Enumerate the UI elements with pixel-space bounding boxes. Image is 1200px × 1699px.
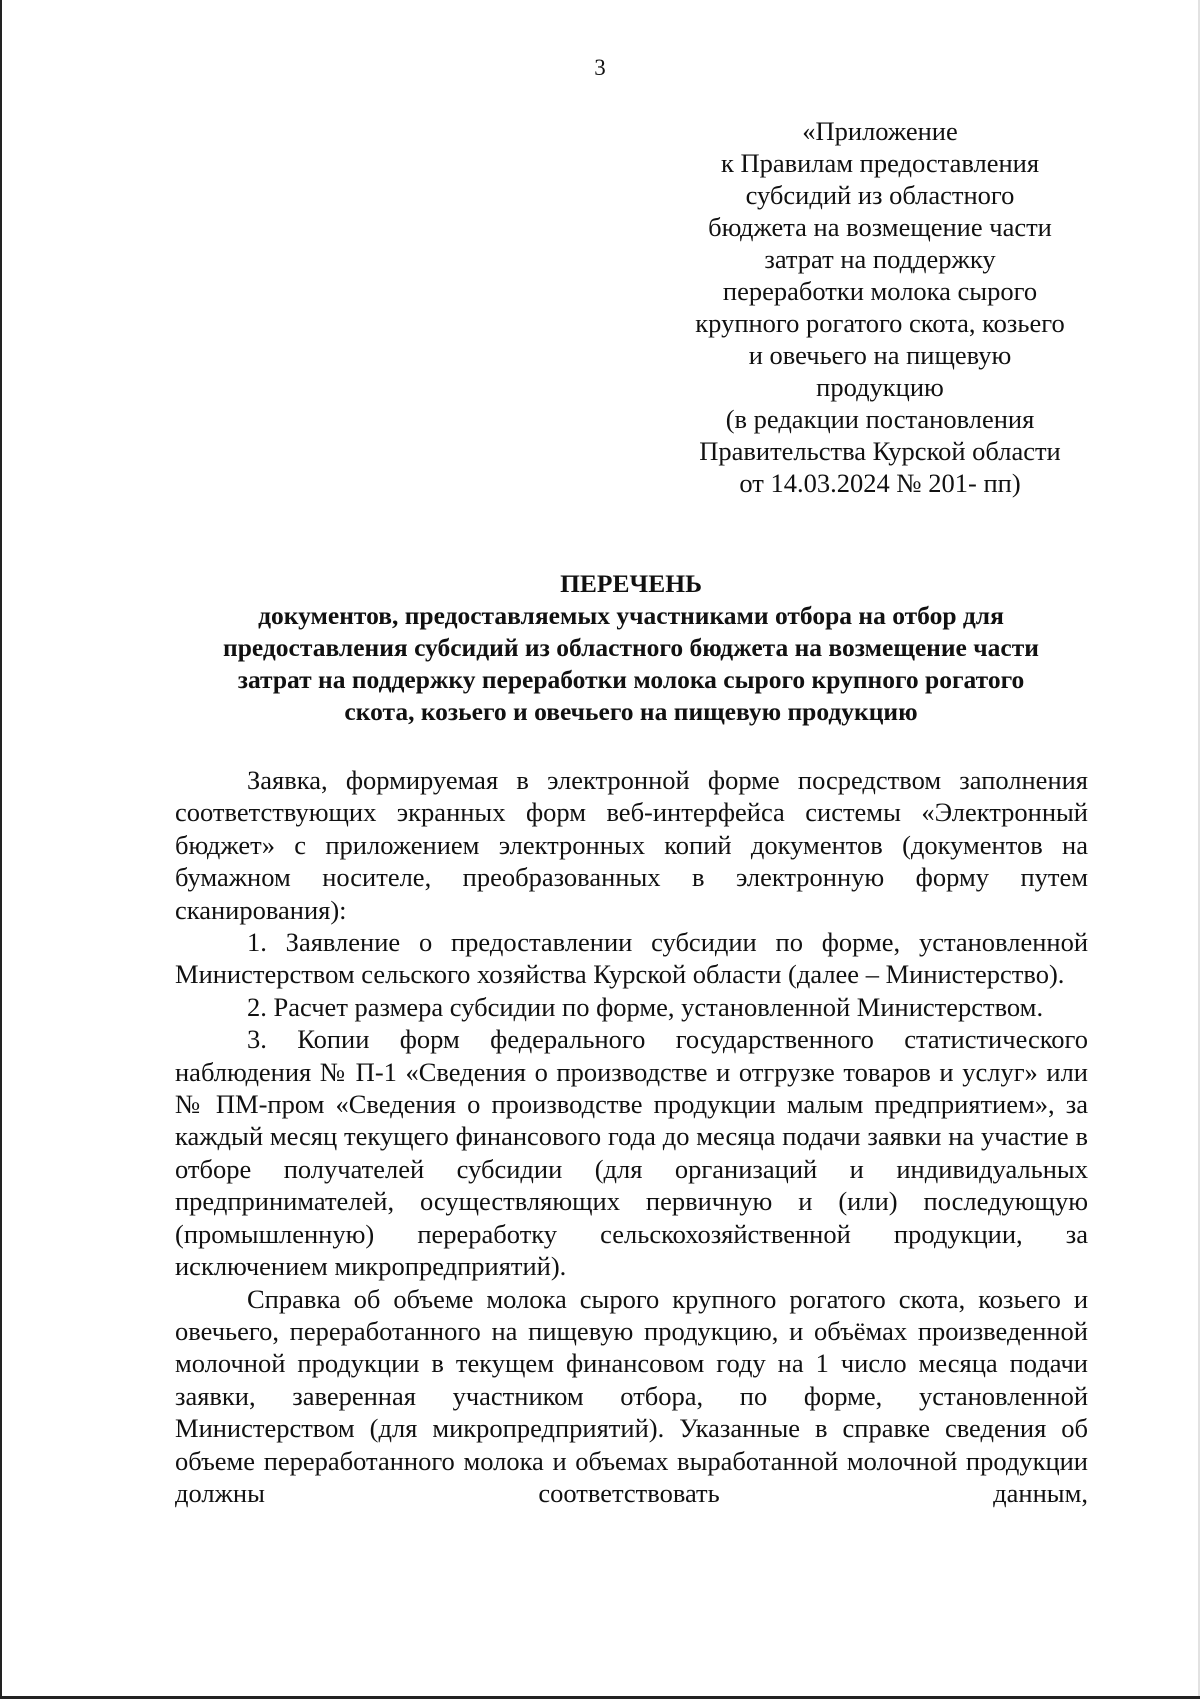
title-heading: ПЕРЕЧЕНЬ xyxy=(560,569,702,598)
scan-edge-left xyxy=(0,0,2,1699)
annex-line: бюджета на возмещение части xyxy=(708,212,1052,242)
title-line: документов, предоставляемых участниками отбора на отбор для xyxy=(258,601,1004,630)
title-line: скота, козьего и овечьего на пищевую продукцию xyxy=(344,697,918,726)
document-title xyxy=(150,568,1112,728)
list-item-3: 3. Копии форм федерального государственного статистического наблюдения № П-1 «Сведения о производстве и отгрузке товаров и услуг» или № ПМ-пром «Сведения о производстве продукции малым предприятием», за каждый месяц текущего финансового года до месяца подачи заявки на участие в отборе получателей субсидии (для организаций и индивидуальных предпринимателей, осуществляющих первичную и (или) последующую (промышленную) переработку сельскохозяйственной продукции, за исключением микропредприятий). xyxy=(175,1024,1088,1282)
annex-line: переработки молока сырого xyxy=(722,276,1038,306)
title-line: затрат на поддержку переработки молока сырого крупного рогатого xyxy=(237,665,1025,694)
annex-line: от 14.03.2024 № 201- пп) xyxy=(739,468,1021,498)
annex-line: и овечьего на пищевую xyxy=(748,340,1012,370)
annex-line: крупного рогатого скота, козьего xyxy=(695,308,1065,338)
title-line: предоставления субсидий из областного бюджета на возмещение части xyxy=(223,633,1039,662)
annex-line: (в редакции постановления xyxy=(725,404,1035,434)
annex-line: продукцию xyxy=(816,372,944,402)
intro-paragraph: Заявка, формируемая в электронной форме посредством заполнения соответствующих экранных форм веб-интерфейса системы «Электронный бюджет» с приложением электронных копий документов (документов на бумажном носителе, преобразованных в электронную форму путем сканирования): xyxy=(175,765,1088,925)
annex-line: «Приложение xyxy=(802,116,958,146)
list-item-2: 2. Расчет размера субсидии по форме, установленной Министерством. xyxy=(247,991,1044,1022)
annex-line: затрат на поддержку xyxy=(764,244,996,274)
annex-line: к Правилам предоставления xyxy=(720,148,1040,178)
document-body xyxy=(175,764,1088,1509)
page-number: 3 xyxy=(594,55,606,80)
annex-header xyxy=(670,115,1090,499)
annex-line: субсидий из областного xyxy=(745,180,1015,210)
reference-paragraph: Справка об объеме молока сырого крупного рогатого скота, козьего и овечьего, переработанного на пищевую продукцию, и объёмах произведенной молочной продукции в текущем финансовом году на 1 число месяца подачи заявки, заверенная участником отбора, по форме, установленной Министерством (для микропредприятий). Указанные в справке сведения об объеме переработанного молока и объемах выработанной молочной продукции должны соответствовать данным, xyxy=(175,1283,1088,1508)
list-item-1: 1. Заявление о предоставлении субсидии по форме, установленной Министерством сельского хозяйства Курской области (далее – Министерство). xyxy=(175,927,1088,990)
annex-line: Правительства Курской области xyxy=(699,436,1061,466)
